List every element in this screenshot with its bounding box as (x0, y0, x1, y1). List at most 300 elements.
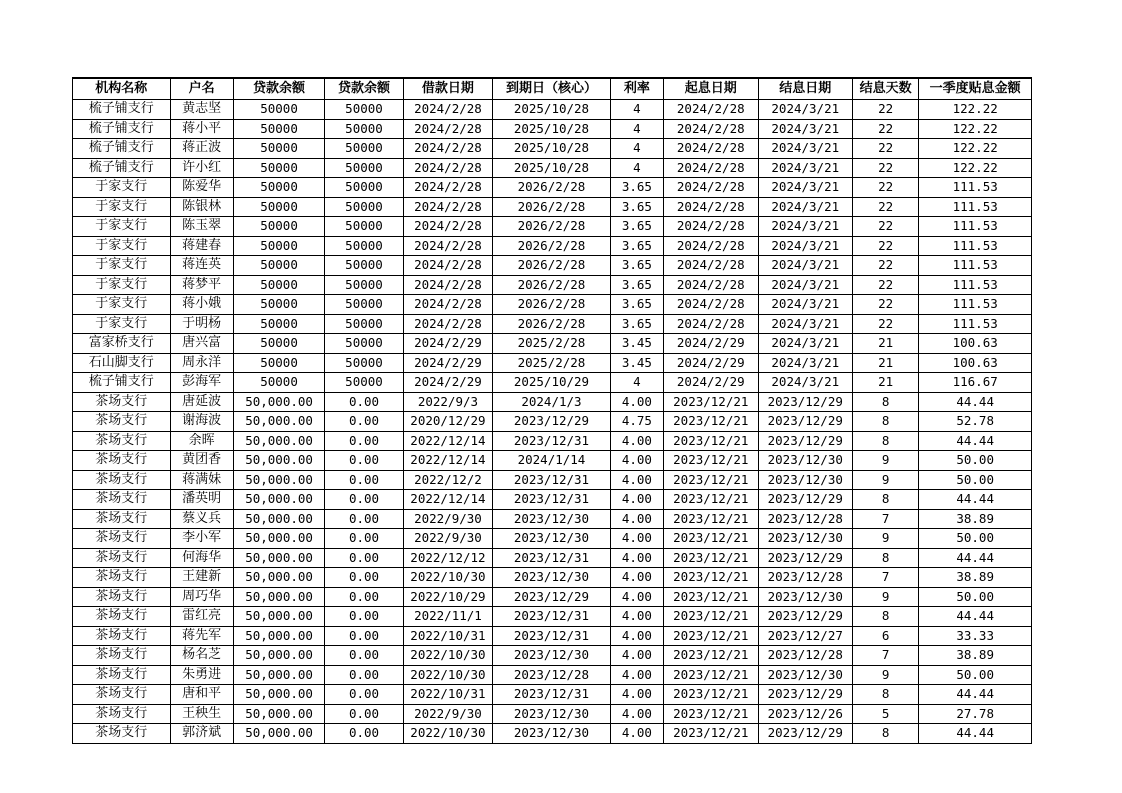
cell-account-name[interactable]: 陈银林 (170, 197, 233, 217)
cell-loan-balance-2[interactable]: 50000 (325, 295, 403, 315)
cell-q1-subsidy[interactable]: 38.89 (919, 646, 1032, 666)
cell-rate[interactable]: 4 (610, 119, 663, 139)
cell-borrow-date[interactable]: 2024/2/28 (403, 275, 492, 295)
cell-loan-balance-2[interactable]: 0.00 (325, 529, 403, 549)
cell-branch-name[interactable]: 梳子铺支行 (73, 100, 171, 120)
cell-interest-days[interactable]: 22 (853, 139, 919, 159)
cell-interest-days[interactable]: 6 (853, 626, 919, 646)
cell-settle-date[interactable]: 2023/12/28 (758, 509, 852, 529)
cell-borrow-date[interactable]: 2022/9/3 (403, 392, 492, 412)
cell-rate[interactable]: 4.00 (610, 685, 663, 705)
cell-interest-days[interactable]: 9 (853, 665, 919, 685)
cell-loan-balance-2[interactable]: 0.00 (325, 704, 403, 724)
cell-loan-balance[interactable]: 50,000.00 (233, 685, 324, 705)
cell-loan-balance[interactable]: 50000 (233, 100, 324, 120)
cell-settle-date[interactable]: 2024/3/21 (758, 100, 852, 120)
cell-loan-balance[interactable]: 50,000.00 (233, 646, 324, 666)
cell-due-date[interactable]: 2023/12/30 (493, 704, 611, 724)
cell-loan-balance[interactable]: 50000 (233, 256, 324, 276)
cell-loan-balance[interactable]: 50000 (233, 158, 324, 178)
cell-q1-subsidy[interactable]: 27.78 (919, 704, 1032, 724)
cell-rate[interactable]: 4.00 (610, 646, 663, 666)
cell-loan-balance-2[interactable]: 0.00 (325, 646, 403, 666)
cell-settle-date[interactable]: 2023/12/30 (758, 451, 852, 471)
cell-settle-date[interactable]: 2023/12/29 (758, 607, 852, 627)
cell-loan-balance-2[interactable]: 0.00 (325, 451, 403, 471)
cell-account-name[interactable]: 余晖 (170, 431, 233, 451)
cell-settle-date[interactable]: 2024/3/21 (758, 256, 852, 276)
cell-rate[interactable]: 4.75 (610, 412, 663, 432)
cell-branch-name[interactable]: 茶场支行 (73, 704, 171, 724)
cell-branch-name[interactable]: 茶场支行 (73, 685, 171, 705)
cell-loan-balance-2[interactable]: 50000 (325, 100, 403, 120)
cell-branch-name[interactable]: 于家支行 (73, 256, 171, 276)
cell-interest-days[interactable]: 8 (853, 431, 919, 451)
cell-value-date[interactable]: 2023/12/21 (664, 704, 758, 724)
cell-value-date[interactable]: 2024/2/29 (664, 353, 758, 373)
cell-rate[interactable]: 4.00 (610, 529, 663, 549)
cell-settle-date[interactable]: 2023/12/29 (758, 490, 852, 510)
cell-interest-days[interactable]: 8 (853, 392, 919, 412)
cell-interest-days[interactable]: 22 (853, 256, 919, 276)
cell-q1-subsidy[interactable]: 122.22 (919, 119, 1032, 139)
cell-q1-subsidy[interactable]: 44.44 (919, 490, 1032, 510)
cell-settle-date[interactable]: 2024/3/21 (758, 295, 852, 315)
cell-q1-subsidy[interactable]: 52.78 (919, 412, 1032, 432)
cell-branch-name[interactable]: 梳子铺支行 (73, 158, 171, 178)
cell-borrow-date[interactable]: 2020/12/29 (403, 412, 492, 432)
cell-interest-days[interactable]: 8 (853, 607, 919, 627)
cell-account-name[interactable]: 蒋小平 (170, 119, 233, 139)
cell-branch-name[interactable]: 茶场支行 (73, 529, 171, 549)
cell-branch-name[interactable]: 于家支行 (73, 217, 171, 237)
cell-value-date[interactable]: 2023/12/21 (664, 607, 758, 627)
cell-value-date[interactable]: 2024/2/28 (664, 236, 758, 256)
cell-loan-balance[interactable]: 50,000.00 (233, 412, 324, 432)
cell-due-date[interactable]: 2023/12/30 (493, 646, 611, 666)
cell-account-name[interactable]: 潘英明 (170, 490, 233, 510)
cell-settle-date[interactable]: 2023/12/29 (758, 412, 852, 432)
cell-settle-date[interactable]: 2023/12/29 (758, 548, 852, 568)
cell-value-date[interactable]: 2023/12/21 (664, 587, 758, 607)
cell-loan-balance[interactable]: 50000 (233, 295, 324, 315)
cell-interest-days[interactable]: 8 (853, 685, 919, 705)
cell-due-date[interactable]: 2023/12/31 (493, 431, 611, 451)
cell-due-date[interactable]: 2023/12/31 (493, 490, 611, 510)
cell-value-date[interactable]: 2023/12/21 (664, 568, 758, 588)
cell-account-name[interactable]: 李小军 (170, 529, 233, 549)
cell-interest-days[interactable]: 22 (853, 100, 919, 120)
cell-q1-subsidy[interactable]: 44.44 (919, 724, 1032, 744)
cell-borrow-date[interactable]: 2024/2/28 (403, 197, 492, 217)
cell-value-date[interactable]: 2024/2/28 (664, 256, 758, 276)
cell-branch-name[interactable]: 梳子铺支行 (73, 119, 171, 139)
cell-q1-subsidy[interactable]: 100.63 (919, 334, 1032, 354)
cell-interest-days[interactable]: 9 (853, 587, 919, 607)
cell-interest-days[interactable]: 5 (853, 704, 919, 724)
cell-borrow-date[interactable]: 2024/2/28 (403, 100, 492, 120)
cell-value-date[interactable]: 2024/2/28 (664, 217, 758, 237)
cell-borrow-date[interactable]: 2022/12/12 (403, 548, 492, 568)
cell-loan-balance-2[interactable]: 0.00 (325, 412, 403, 432)
cell-loan-balance[interactable]: 50000 (233, 275, 324, 295)
cell-rate[interactable]: 4.00 (610, 724, 663, 744)
cell-borrow-date[interactable]: 2024/2/28 (403, 217, 492, 237)
cell-branch-name[interactable]: 茶场支行 (73, 665, 171, 685)
cell-rate[interactable]: 3.65 (610, 197, 663, 217)
cell-account-name[interactable]: 王秧生 (170, 704, 233, 724)
cell-branch-name[interactable]: 于家支行 (73, 314, 171, 334)
cell-settle-date[interactable]: 2024/3/21 (758, 236, 852, 256)
cell-borrow-date[interactable]: 2024/2/28 (403, 119, 492, 139)
cell-value-date[interactable]: 2023/12/21 (664, 490, 758, 510)
cell-branch-name[interactable]: 茶场支行 (73, 509, 171, 529)
cell-loan-balance-2[interactable]: 0.00 (325, 490, 403, 510)
cell-loan-balance-2[interactable]: 50000 (325, 119, 403, 139)
cell-due-date[interactable]: 2026/2/28 (493, 236, 611, 256)
cell-borrow-date[interactable]: 2022/10/30 (403, 646, 492, 666)
cell-account-name[interactable]: 唐兴富 (170, 334, 233, 354)
cell-rate[interactable]: 4.00 (610, 392, 663, 412)
cell-loan-balance[interactable]: 50000 (233, 373, 324, 393)
cell-value-date[interactable]: 2024/2/28 (664, 178, 758, 198)
cell-borrow-date[interactable]: 2024/2/28 (403, 236, 492, 256)
cell-loan-balance-2[interactable]: 50000 (325, 373, 403, 393)
cell-account-name[interactable]: 唐和平 (170, 685, 233, 705)
cell-account-name[interactable]: 蔡义兵 (170, 509, 233, 529)
cell-due-date[interactable]: 2025/10/29 (493, 373, 611, 393)
cell-q1-subsidy[interactable]: 111.53 (919, 314, 1032, 334)
cell-borrow-date[interactable]: 2022/9/30 (403, 529, 492, 549)
cell-loan-balance[interactable]: 50,000.00 (233, 470, 324, 490)
cell-branch-name[interactable]: 于家支行 (73, 275, 171, 295)
cell-value-date[interactable]: 2024/2/29 (664, 373, 758, 393)
cell-due-date[interactable]: 2026/2/28 (493, 217, 611, 237)
cell-rate[interactable]: 4 (610, 373, 663, 393)
cell-q1-subsidy[interactable]: 38.89 (919, 568, 1032, 588)
cell-value-date[interactable]: 2024/2/28 (664, 100, 758, 120)
cell-value-date[interactable]: 2024/2/28 (664, 158, 758, 178)
cell-branch-name[interactable]: 茶场支行 (73, 607, 171, 627)
cell-borrow-date[interactable]: 2022/9/30 (403, 509, 492, 529)
cell-branch-name[interactable]: 茶场支行 (73, 587, 171, 607)
cell-settle-date[interactable]: 2023/12/30 (758, 665, 852, 685)
cell-due-date[interactable]: 2023/12/30 (493, 568, 611, 588)
cell-rate[interactable]: 3.65 (610, 295, 663, 315)
cell-settle-date[interactable]: 2023/12/30 (758, 470, 852, 490)
cell-value-date[interactable]: 2023/12/21 (664, 685, 758, 705)
cell-q1-subsidy[interactable]: 38.89 (919, 509, 1032, 529)
cell-account-name[interactable]: 谢海波 (170, 412, 233, 432)
cell-settle-date[interactable]: 2023/12/28 (758, 646, 852, 666)
cell-due-date[interactable]: 2026/2/28 (493, 295, 611, 315)
cell-interest-days[interactable]: 8 (853, 412, 919, 432)
cell-rate[interactable]: 3.65 (610, 217, 663, 237)
cell-borrow-date[interactable]: 2022/10/31 (403, 685, 492, 705)
cell-rate[interactable]: 4 (610, 158, 663, 178)
cell-account-name[interactable]: 蒋梦平 (170, 275, 233, 295)
cell-interest-days[interactable]: 21 (853, 353, 919, 373)
cell-branch-name[interactable]: 茶场支行 (73, 548, 171, 568)
cell-interest-days[interactable]: 22 (853, 197, 919, 217)
cell-due-date[interactable]: 2023/12/31 (493, 626, 611, 646)
cell-interest-days[interactable]: 9 (853, 451, 919, 471)
cell-q1-subsidy[interactable]: 50.00 (919, 587, 1032, 607)
cell-interest-days[interactable]: 7 (853, 568, 919, 588)
cell-due-date[interactable]: 2025/2/28 (493, 353, 611, 373)
cell-account-name[interactable]: 黄团香 (170, 451, 233, 471)
cell-account-name[interactable]: 陈玉翠 (170, 217, 233, 237)
cell-rate[interactable]: 4.00 (610, 626, 663, 646)
cell-due-date[interactable]: 2023/12/29 (493, 587, 611, 607)
cell-value-date[interactable]: 2023/12/21 (664, 412, 758, 432)
cell-loan-balance[interactable]: 50,000.00 (233, 548, 324, 568)
cell-rate[interactable]: 4.00 (610, 490, 663, 510)
cell-rate[interactable]: 4.00 (610, 665, 663, 685)
cell-account-name[interactable]: 蒋先军 (170, 626, 233, 646)
cell-loan-balance[interactable]: 50000 (233, 217, 324, 237)
cell-borrow-date[interactable]: 2024/2/28 (403, 158, 492, 178)
cell-q1-subsidy[interactable]: 122.22 (919, 100, 1032, 120)
cell-branch-name[interactable]: 富家桥支行 (73, 334, 171, 354)
cell-settle-date[interactable]: 2024/3/21 (758, 139, 852, 159)
cell-account-name[interactable]: 朱勇进 (170, 665, 233, 685)
cell-borrow-date[interactable]: 2024/2/28 (403, 139, 492, 159)
cell-rate[interactable]: 4 (610, 139, 663, 159)
cell-settle-date[interactable]: 2024/3/21 (758, 275, 852, 295)
cell-q1-subsidy[interactable]: 33.33 (919, 626, 1032, 646)
cell-account-name[interactable]: 杨名芝 (170, 646, 233, 666)
cell-value-date[interactable]: 2023/12/21 (664, 548, 758, 568)
cell-rate[interactable]: 4.00 (610, 607, 663, 627)
cell-branch-name[interactable]: 茶场支行 (73, 431, 171, 451)
cell-loan-balance-2[interactable]: 0.00 (325, 548, 403, 568)
cell-loan-balance[interactable]: 50,000.00 (233, 529, 324, 549)
cell-settle-date[interactable]: 2024/3/21 (758, 334, 852, 354)
cell-settle-date[interactable]: 2024/3/21 (758, 197, 852, 217)
cell-due-date[interactable]: 2024/1/14 (493, 451, 611, 471)
cell-rate[interactable]: 3.65 (610, 178, 663, 198)
cell-account-name[interactable]: 陈爱华 (170, 178, 233, 198)
cell-loan-balance[interactable]: 50000 (233, 139, 324, 159)
cell-q1-subsidy[interactable]: 111.53 (919, 197, 1032, 217)
cell-loan-balance[interactable]: 50,000.00 (233, 431, 324, 451)
cell-interest-days[interactable]: 22 (853, 119, 919, 139)
cell-value-date[interactable]: 2024/2/28 (664, 314, 758, 334)
cell-branch-name[interactable]: 茶场支行 (73, 490, 171, 510)
cell-settle-date[interactable]: 2024/3/21 (758, 119, 852, 139)
cell-account-name[interactable]: 黄志坚 (170, 100, 233, 120)
cell-borrow-date[interactable]: 2022/10/29 (403, 587, 492, 607)
cell-loan-balance-2[interactable]: 0.00 (325, 392, 403, 412)
cell-borrow-date[interactable]: 2022/12/2 (403, 470, 492, 490)
cell-due-date[interactable]: 2026/2/28 (493, 256, 611, 276)
cell-rate[interactable]: 4.00 (610, 587, 663, 607)
cell-borrow-date[interactable]: 2024/2/28 (403, 295, 492, 315)
cell-value-date[interactable]: 2024/2/28 (664, 295, 758, 315)
cell-value-date[interactable]: 2024/2/28 (664, 275, 758, 295)
cell-settle-date[interactable]: 2024/3/21 (758, 158, 852, 178)
cell-value-date[interactable]: 2023/12/21 (664, 665, 758, 685)
cell-loan-balance[interactable]: 50,000.00 (233, 451, 324, 471)
cell-account-name[interactable]: 许小红 (170, 158, 233, 178)
cell-value-date[interactable]: 2024/2/28 (664, 197, 758, 217)
cell-settle-date[interactable]: 2023/12/29 (758, 685, 852, 705)
cell-settle-date[interactable]: 2024/3/21 (758, 353, 852, 373)
cell-due-date[interactable]: 2023/12/28 (493, 665, 611, 685)
cell-due-date[interactable]: 2023/12/31 (493, 685, 611, 705)
cell-loan-balance-2[interactable]: 0.00 (325, 509, 403, 529)
cell-loan-balance-2[interactable]: 50000 (325, 178, 403, 198)
cell-branch-name[interactable]: 茶场支行 (73, 451, 171, 471)
cell-rate[interactable]: 3.65 (610, 275, 663, 295)
cell-loan-balance-2[interactable]: 50000 (325, 353, 403, 373)
cell-rate[interactable]: 4.00 (610, 509, 663, 529)
cell-due-date[interactable]: 2026/2/28 (493, 314, 611, 334)
cell-q1-subsidy[interactable]: 44.44 (919, 431, 1032, 451)
cell-rate[interactable]: 4.00 (610, 431, 663, 451)
cell-interest-days[interactable]: 8 (853, 490, 919, 510)
cell-account-name[interactable]: 郭济斌 (170, 724, 233, 744)
cell-due-date[interactable]: 2025/2/28 (493, 334, 611, 354)
cell-value-date[interactable]: 2023/12/21 (664, 529, 758, 549)
cell-account-name[interactable]: 周永洋 (170, 353, 233, 373)
cell-loan-balance[interactable]: 50,000.00 (233, 724, 324, 744)
cell-interest-days[interactable]: 22 (853, 178, 919, 198)
cell-loan-balance-2[interactable]: 50000 (325, 334, 403, 354)
cell-account-name[interactable]: 周巧华 (170, 587, 233, 607)
cell-q1-subsidy[interactable]: 116.67 (919, 373, 1032, 393)
cell-branch-name[interactable]: 茶场支行 (73, 626, 171, 646)
cell-interest-days[interactable]: 21 (853, 373, 919, 393)
cell-loan-balance-2[interactable]: 0.00 (325, 587, 403, 607)
cell-settle-date[interactable]: 2023/12/28 (758, 568, 852, 588)
cell-loan-balance[interactable]: 50000 (233, 353, 324, 373)
cell-rate[interactable]: 3.45 (610, 334, 663, 354)
cell-branch-name[interactable]: 茶场支行 (73, 568, 171, 588)
cell-q1-subsidy[interactable]: 111.53 (919, 178, 1032, 198)
cell-loan-balance-2[interactable]: 0.00 (325, 470, 403, 490)
cell-borrow-date[interactable]: 2022/10/30 (403, 568, 492, 588)
cell-interest-days[interactable]: 22 (853, 236, 919, 256)
cell-account-name[interactable]: 唐延波 (170, 392, 233, 412)
cell-due-date[interactable]: 2023/12/31 (493, 607, 611, 627)
cell-due-date[interactable]: 2023/12/29 (493, 412, 611, 432)
cell-borrow-date[interactable]: 2024/2/28 (403, 314, 492, 334)
cell-interest-days[interactable]: 22 (853, 295, 919, 315)
cell-due-date[interactable]: 2026/2/28 (493, 275, 611, 295)
cell-borrow-date[interactable]: 2022/10/30 (403, 724, 492, 744)
cell-interest-days[interactable]: 9 (853, 529, 919, 549)
cell-branch-name[interactable]: 茶场支行 (73, 392, 171, 412)
cell-value-date[interactable]: 2023/12/21 (664, 626, 758, 646)
cell-rate[interactable]: 4.00 (610, 568, 663, 588)
cell-value-date[interactable]: 2024/2/28 (664, 119, 758, 139)
cell-borrow-date[interactable]: 2022/12/14 (403, 451, 492, 471)
cell-loan-balance-2[interactable]: 0.00 (325, 626, 403, 646)
cell-q1-subsidy[interactable]: 122.22 (919, 139, 1032, 159)
cell-loan-balance-2[interactable]: 0.00 (325, 568, 403, 588)
cell-settle-date[interactable]: 2023/12/30 (758, 529, 852, 549)
cell-borrow-date[interactable]: 2024/2/28 (403, 178, 492, 198)
cell-q1-subsidy[interactable]: 111.53 (919, 295, 1032, 315)
cell-due-date[interactable]: 2026/2/28 (493, 197, 611, 217)
cell-branch-name[interactable]: 于家支行 (73, 197, 171, 217)
cell-due-date[interactable]: 2023/12/30 (493, 529, 611, 549)
cell-value-date[interactable]: 2024/2/29 (664, 334, 758, 354)
cell-due-date[interactable]: 2025/10/28 (493, 158, 611, 178)
cell-account-name[interactable]: 彭海军 (170, 373, 233, 393)
cell-account-name[interactable]: 王建新 (170, 568, 233, 588)
cell-rate[interactable]: 4.00 (610, 548, 663, 568)
cell-loan-balance[interactable]: 50,000.00 (233, 490, 324, 510)
cell-loan-balance[interactable]: 50,000.00 (233, 607, 324, 627)
cell-interest-days[interactable]: 22 (853, 158, 919, 178)
cell-settle-date[interactable]: 2023/12/29 (758, 392, 852, 412)
cell-settle-date[interactable]: 2023/12/29 (758, 724, 852, 744)
cell-q1-subsidy[interactable]: 50.00 (919, 451, 1032, 471)
cell-value-date[interactable]: 2023/12/21 (664, 724, 758, 744)
cell-settle-date[interactable]: 2023/12/30 (758, 587, 852, 607)
cell-borrow-date[interactable]: 2022/10/31 (403, 626, 492, 646)
cell-loan-balance[interactable]: 50000 (233, 314, 324, 334)
cell-loan-balance[interactable]: 50,000.00 (233, 392, 324, 412)
cell-loan-balance[interactable]: 50,000.00 (233, 626, 324, 646)
cell-loan-balance-2[interactable]: 50000 (325, 217, 403, 237)
cell-borrow-date[interactable]: 2024/2/29 (403, 373, 492, 393)
cell-q1-subsidy[interactable]: 50.00 (919, 529, 1032, 549)
cell-rate[interactable]: 4.00 (610, 470, 663, 490)
cell-borrow-date[interactable]: 2024/2/28 (403, 256, 492, 276)
cell-borrow-date[interactable]: 2022/9/30 (403, 704, 492, 724)
cell-value-date[interactable]: 2023/12/21 (664, 509, 758, 529)
cell-loan-balance-2[interactable]: 50000 (325, 197, 403, 217)
cell-value-date[interactable]: 2023/12/21 (664, 646, 758, 666)
cell-loan-balance-2[interactable]: 50000 (325, 139, 403, 159)
cell-loan-balance[interactable]: 50,000.00 (233, 568, 324, 588)
cell-interest-days[interactable]: 7 (853, 646, 919, 666)
cell-settle-date[interactable]: 2024/3/21 (758, 373, 852, 393)
cell-loan-balance[interactable]: 50000 (233, 178, 324, 198)
cell-borrow-date[interactable]: 2022/12/14 (403, 431, 492, 451)
cell-interest-days[interactable]: 22 (853, 314, 919, 334)
cell-q1-subsidy[interactable]: 111.53 (919, 236, 1032, 256)
cell-settle-date[interactable]: 2023/12/27 (758, 626, 852, 646)
cell-loan-balance[interactable]: 50,000.00 (233, 587, 324, 607)
cell-value-date[interactable]: 2023/12/21 (664, 392, 758, 412)
cell-borrow-date[interactable]: 2024/2/29 (403, 353, 492, 373)
cell-rate[interactable]: 3.65 (610, 256, 663, 276)
cell-q1-subsidy[interactable]: 111.53 (919, 217, 1032, 237)
cell-account-name[interactable]: 蒋连英 (170, 256, 233, 276)
cell-borrow-date[interactable]: 2022/11/1 (403, 607, 492, 627)
cell-branch-name[interactable]: 茶场支行 (73, 724, 171, 744)
cell-branch-name[interactable]: 于家支行 (73, 178, 171, 198)
cell-settle-date[interactable]: 2024/3/21 (758, 178, 852, 198)
cell-due-date[interactable]: 2025/10/28 (493, 139, 611, 159)
cell-loan-balance-2[interactable]: 50000 (325, 158, 403, 178)
cell-account-name[interactable]: 蒋满妹 (170, 470, 233, 490)
cell-due-date[interactable]: 2025/10/28 (493, 100, 611, 120)
cell-loan-balance[interactable]: 50000 (233, 119, 324, 139)
cell-loan-balance[interactable]: 50000 (233, 236, 324, 256)
cell-branch-name[interactable]: 梳子铺支行 (73, 139, 171, 159)
cell-loan-balance-2[interactable]: 0.00 (325, 431, 403, 451)
cell-rate[interactable]: 4.00 (610, 451, 663, 471)
cell-loan-balance[interactable]: 50,000.00 (233, 704, 324, 724)
cell-due-date[interactable]: 2023/12/31 (493, 470, 611, 490)
cell-value-date[interactable]: 2024/2/28 (664, 139, 758, 159)
